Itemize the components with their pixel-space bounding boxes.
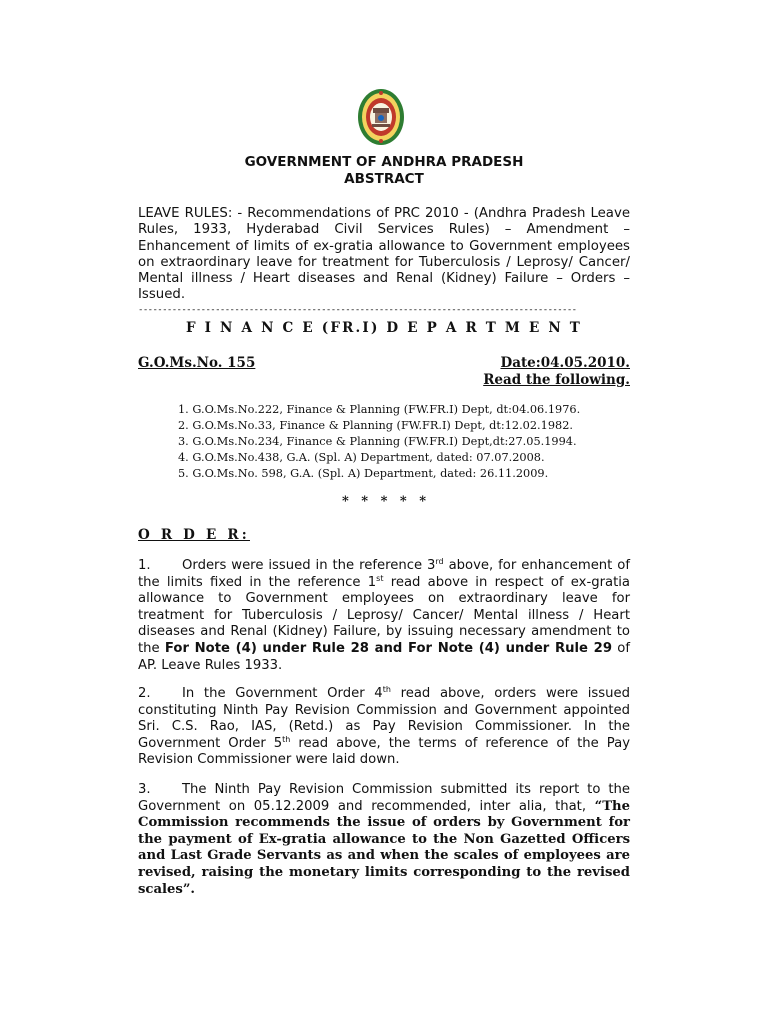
reference-item: 3. G.O.Ms.No.234, Finance & Planning (FW.FR.I) Dept,dt:27.05.1994.	[178, 435, 577, 448]
superscript: rd	[435, 557, 444, 566]
separator-line: -------------------------------------------------------------------------------------------	[138, 305, 577, 315]
reference-item: 5. G.O.Ms.No. 598, G.A. (Spl. A) Department, dated: 26.11.2009.	[178, 467, 549, 480]
paragraph-text: The Ninth Pay Revision Commission submitted its report to the Government on 05.12.2009 and recommended, inter alia, that,	[138, 782, 630, 814]
paragraph-bold-text: For Note (4) under Rule 28 and For Note (4) under Rule 29	[164, 640, 613, 656]
reference-item: 2. G.O.Ms.No.33, Finance & Planning (FW.FR.I) Dept, dt:12.02.1982.	[178, 419, 573, 432]
reference-list	[178, 402, 580, 482]
paragraph-number: 1.	[138, 558, 151, 573]
reference-item: 4. G.O.Ms.No.438, G.A. (Spl. A) Department, dated: 07.07.2008.	[178, 451, 545, 464]
superscript: th	[282, 734, 291, 744]
section-stars: * * * * *	[341, 494, 427, 509]
paragraph-number: 3.	[138, 782, 151, 797]
paragraph-text: of AP. Leave Rules 1933.	[138, 640, 631, 673]
paragraph-text: read above, orders were issued constituting Ninth Pay Revision Commission and Government appointed Sri. C.S. Rao, IAS, (Retd.) as Pay Revision Commissioner. In the Government Order 5	[138, 686, 631, 751]
paragraph-3	[138, 782, 630, 898]
paragraph-text: read above, the terms of reference of the Pay Revision Commissioner were laid down.	[138, 735, 630, 768]
superscript: st	[376, 573, 384, 583]
paragraph-text: In the Government Order 4	[182, 686, 383, 701]
read-following: Read the following.	[483, 372, 630, 388]
paragraph-bold-text: “The Commission recommends the issue of orders by Government for the payment of Ex-gratia allowance to the Non Gazetted Officers and Last Grade Servants as and when the scales of employees are revised, raising the monetary limits corresponding to the revised scales”.	[138, 798, 630, 897]
order-date: Date:04.05.2010.	[500, 355, 630, 371]
department-heading: F I N A N C E (FR.I) D E P A R T M E N T	[185, 320, 583, 336]
paragraph-1	[138, 558, 630, 674]
paragraph-number: 2.	[138, 686, 151, 701]
paragraph-text: above, for enhancement of the limits fixed in the reference 1	[138, 558, 630, 590]
order-heading: O R D E R:	[138, 527, 250, 543]
abstract-title: ABSTRACT	[344, 171, 424, 187]
paragraph-text: Orders were issued in the reference 3	[182, 558, 436, 573]
subject-text: LEAVE RULES: - Recommendations of PRC 2010 - (Andhra Pradesh Leave Rules, 1933, Hyderabad Civil Services Rules) – Amendment – Enhancement of limits of ex-gratia allowance to Government employees on extraordinary leave for treatment for Tuberculosis / Leprosy/ Cancer/ Mental illness / Heart diseases and Renal (Kidney) Failure – Orders – Issued.	[138, 206, 630, 303]
reference-item: 1. G.O.Ms.No.222, Finance & Planning (FW.FR.I) Dept, dt:04.06.1976.	[178, 403, 581, 416]
superscript: th	[382, 685, 391, 694]
state-emblem-icon	[356, 86, 406, 148]
go-number: G.O.Ms.No. 155	[138, 355, 256, 371]
paragraph-2	[138, 686, 630, 769]
government-title: GOVERNMENT OF ANDHRA PRADESH	[244, 154, 524, 170]
paragraph-text: read above in respect of ex-gratia allowance to Government employees on extraordinary leave for treatment for Tuberculosis / Leprosy/ Cancer/ Mental illness / Heart diseases and Renal (Kidney) Failure, by issuing necessary amendment to the	[138, 574, 631, 656]
